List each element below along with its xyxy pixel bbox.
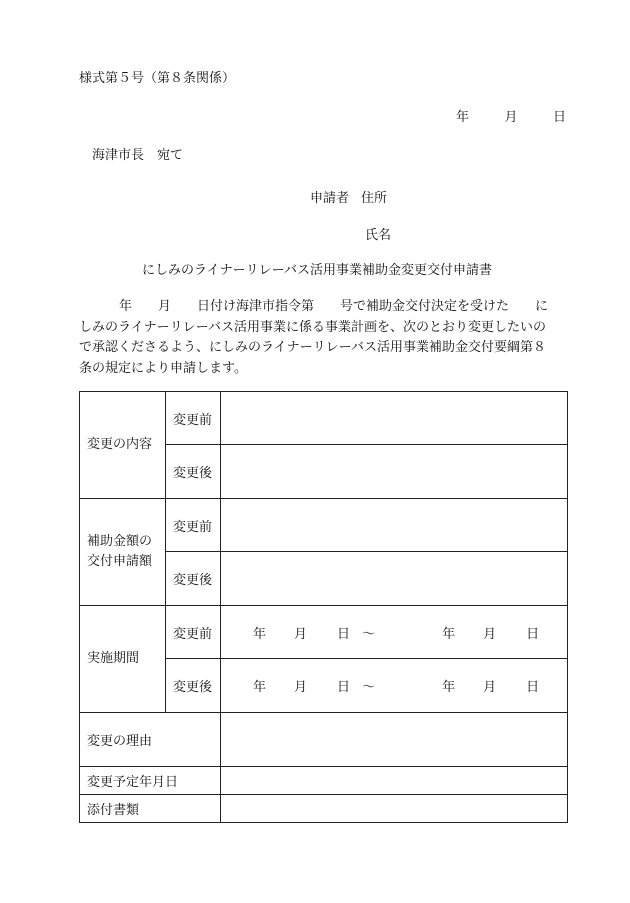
period-after-end-month: 月 [483,680,497,695]
period-after-tilde: ～ [362,680,376,695]
body-line-4: 条の規定により申請します。 [79,360,247,376]
applicant-name-row [365,224,391,243]
addressee: 海津市長 宛て [92,148,184,163]
period-before-start-day: 日 [337,626,351,642]
name-label: 氏名 [365,228,392,243]
body-paragraph [79,297,567,379]
change-content-label: 変更の内容 [80,392,166,499]
period-before-end-day: 日 [526,626,540,642]
subsidy-before-label: 変更前 [166,499,221,552]
applicant-label: 申請者 [310,191,350,206]
period-after-start-year: 年 [253,680,267,695]
period-before-start-month: 月 [294,626,308,642]
scheduled-date-field[interactable] [221,767,568,795]
address-label: 住所 [361,191,388,206]
subsidy-amount-line1: 補助金額の [87,534,153,549]
period-before-dates [228,623,560,642]
application-form-table [79,391,568,823]
period-before-tilde: ～ [362,626,376,642]
period-before-start-year: 年 [253,626,267,642]
period-after-field[interactable] [221,659,568,713]
date-year: 年 [456,110,470,125]
period-after-end-day: 日 [526,680,540,695]
date-day: 日 [552,110,566,125]
change-content-before-field[interactable] [221,392,568,445]
reason-field[interactable] [221,713,568,767]
period-before-end-year: 年 [442,626,456,642]
body-line-3: で承認くださるよう、にしみのライナーリレーバス活用事業補助金交付要綱第８ [79,340,546,355]
attachments-field[interactable] [221,795,568,823]
change-content-before-label: 変更前 [166,392,221,445]
period-after-start-month: 月 [294,680,308,695]
subsidy-amount-line2: 交付申請額 [87,554,153,569]
form-number: 様式第５号（第８条関係） [79,71,236,86]
applicant-address-row [310,187,387,206]
attachments-label: 添付書類 [80,795,221,823]
subsidy-amount-label [80,499,166,606]
period-label: 実施期間 [80,606,166,713]
reason-label: 変更の理由 [80,713,221,767]
change-content-after-label: 変更後 [166,445,221,499]
scheduled-date-label: 変更予定年月日 [80,767,221,795]
period-after-end-year: 年 [442,680,456,695]
subsidy-after-label: 変更後 [166,552,221,606]
period-before-end-month: 月 [483,626,497,642]
period-after-start-day: 日 [337,680,351,695]
document-title: にしみのライナーリレーバス活用事業補助金変更交付申請書 [142,263,492,278]
date-line [456,110,566,126]
date-month: 月 [504,110,518,125]
subsidy-after-field[interactable] [221,552,568,606]
period-after-dates [228,676,560,695]
period-before-label: 変更前 [166,606,221,659]
period-after-label: 変更後 [166,659,221,713]
change-content-after-field[interactable] [221,445,568,499]
subsidy-before-field[interactable] [221,499,568,552]
body-line-1: 年 月 日付け海津市指令第 号で補助金交付決定を受けた に [119,299,549,314]
period-before-field[interactable] [221,606,568,659]
body-line-2: しみのライナーリレーバス活用事業に係る事業計画を、次のとおり変更したいの [79,319,546,335]
